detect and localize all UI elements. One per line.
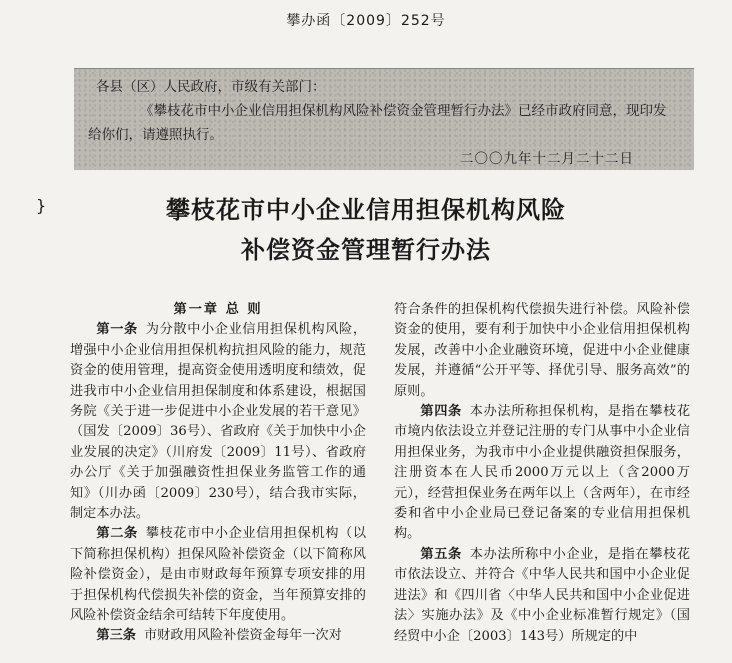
article-1 (70, 320, 366, 524)
article-4 (394, 402, 690, 545)
article-4-label: 第四条 (420, 404, 462, 420)
article-1-text: 为分散中小企业信用担保机构风险，增强中小企业信用担保机构抗担风险的能力，规范资金的使用管理，提高资金使用透明度和绩效，促进我市中小企业信用担保制度和体系建设，根据国务院《关于进一步促进中小企业发展的若干意见》（国发〔2009〕36号）、省政府《关于加快中小企业发展的决定》（川府发〔2009〕11号）、省政府办公厅《关于加强融资性担保业务监管工作的通知》（川办函〔2009〕230号），结合我市实际，制定本办法。 (70, 322, 367, 522)
article-5-text: 本办法所称中小企业，是指在攀枝花市依法设立、并符合《中华人民共和国中小企业促进法》和《四川省〈中华人民共和国中小企业促进法〉实施办法》及《中小企业标准暂行规定》（国经贸中小企〔2003〕143号）所规定的中 (394, 546, 691, 644)
article-5-label: 第五条 (420, 546, 462, 562)
article-1-label: 第一条 (96, 322, 138, 338)
article-3-text: 市财政用风险补偿资金每年一次对 (143, 628, 342, 644)
article-2 (70, 524, 366, 626)
chapter-1-heading: 第一章 总 则 (173, 302, 263, 317)
article-5 (394, 545, 690, 647)
article-3-continued: 符合条件的担保机构代偿损失进行补偿。风险补偿资金的使用，要有利于加快中小企业信用担保机构发展，改善中小企业融资环境，促进中小企业健康发展，并遵循“公开平等、择优引导、服务高效”的原则。 (394, 302, 690, 399)
margin-mark: } (36, 196, 47, 215)
document-title (0, 190, 732, 270)
article-3-label: 第三条 (96, 628, 136, 644)
title-line-1: 攀枝花市中小企业信用担保机构风险 (166, 196, 566, 224)
notice-date: 二〇〇九年十二月二十二日 (460, 151, 634, 167)
left-column (70, 300, 366, 647)
notice-addressee: 各县（区）人民政府，市级有关部门： (96, 79, 326, 95)
article-3 (70, 626, 366, 646)
notice-body: 《攀枝花市中小企业信用担保机构风险补偿资金管理暂行办法》已经市政府同意，现印发给你们，请遵照执行。 (88, 103, 667, 143)
document-number: 攀办函〔2009〕252号 (286, 13, 446, 29)
article-2-label: 第二条 (96, 526, 138, 542)
title-line-2: 补偿资金管理暂行办法 (241, 236, 491, 264)
article-2-text: 攀枝花市中小企业信用担保机构（以下简称担保机构）担保风险补偿资金（以下简称风险补偿资金），是由市财政每年预算专项安排的用于担保机构代偿损失补偿的资金，当年预算安排的风险补偿资金结余可结转下年度使用。 (70, 526, 367, 624)
notice-box (74, 68, 694, 170)
article-4-text: 本办法所称担保机构，是指在攀枝花市境内依法设立并登记注册的专门从事中小企业信用担保业务，为我市中小企业提供融资担保服务，注册资本在人民币2000万元以上（含2000万元），经营担保业务在两年以上（含两年），在市经委和省中小企业局已登记备案的专业信用担保机构。 (394, 404, 691, 542)
right-column (394, 300, 690, 647)
